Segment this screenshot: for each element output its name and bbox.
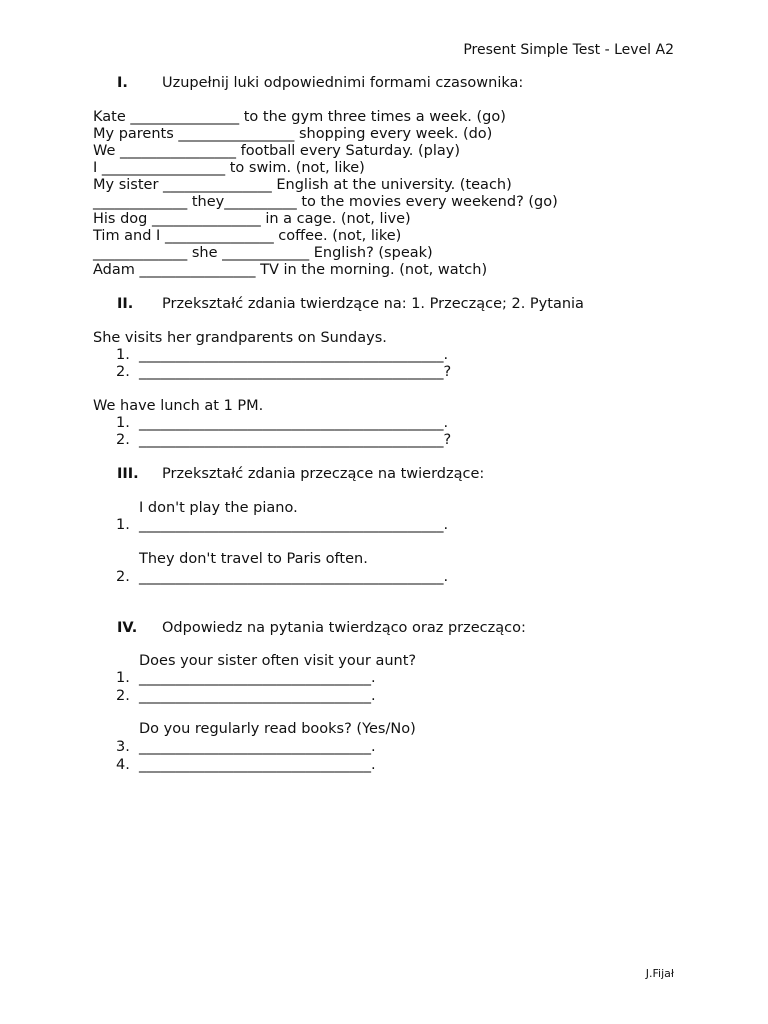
exercise-1-item: My parents ________________ shopping every week. (do) (93, 126, 493, 142)
exercise-1-item: I _________________ to swim. (not, like) (93, 160, 365, 176)
answer-number: 2. (116, 364, 130, 380)
source-sentence: We have lunch at 1 PM. (93, 398, 264, 414)
answer-number: 2. (116, 432, 130, 448)
exercise-1-item: His dog _______________ in a cage. (not, live) (93, 211, 411, 227)
answer-line: ________________________________. (139, 739, 376, 755)
section-3-number: III. (117, 466, 139, 482)
answer-number: 3. (116, 739, 130, 755)
exercise-1-item: Tim and I _______________ coffee. (not, like) (93, 228, 402, 244)
answer-line: __________________________________________. (139, 415, 449, 431)
section-2-number: II. (117, 296, 134, 312)
source-sentence: I don't play the piano. (139, 500, 298, 516)
source-sentence: They don't travel to Paris often. (139, 551, 368, 567)
answer-number: 2. (116, 688, 130, 704)
answer-line: __________________________________________. (139, 517, 449, 533)
source-sentence: She visits her grandparents on Sundays. (93, 330, 387, 346)
section-4-instruction: Odpowiedz na pytania twierdząco oraz przecząco: (162, 620, 526, 636)
section-3-instruction: Przekształć zdania przeczące na twierdzące: (162, 466, 485, 482)
section-1-number: I. (117, 75, 128, 91)
footer-author: J.Fijał (645, 967, 674, 980)
answer-line: ________________________________. (139, 670, 376, 686)
answer-number: 1. (116, 415, 130, 431)
answer-number: 1. (116, 670, 130, 686)
exercise-1-item: My sister _______________ English at the university. (teach) (93, 177, 512, 193)
answer-number: 2. (116, 569, 130, 585)
answer-line: __________________________________________? (139, 432, 452, 448)
exercise-1-item: We ________________ football every Saturday. (play) (93, 143, 460, 159)
question: Do you regularly read books? (Yes/No) (139, 721, 416, 737)
exercise-1-item: _____________ she ____________ English? (speak) (93, 245, 433, 261)
exercise-1-item: Adam ________________ TV in the morning. (not, watch) (93, 262, 488, 278)
answer-line: __________________________________________? (139, 364, 452, 380)
answer-line: ________________________________. (139, 688, 376, 704)
section-4-number: IV. (117, 620, 138, 636)
section-2-instruction: Przekształć zdania twierdzące na: 1. Przeczące; 2. Pytania (162, 296, 584, 312)
answer-line: ________________________________. (139, 757, 376, 773)
answer-line: __________________________________________. (139, 569, 449, 585)
header-title: Present Simple Test - Level A2 (463, 42, 674, 58)
answer-number: 1. (116, 517, 130, 533)
answer-number: 1. (116, 347, 130, 363)
answer-line: __________________________________________. (139, 347, 449, 363)
exercise-1-item: Kate _______________ to the gym three times a week. (go) (93, 109, 506, 125)
section-1-instruction: Uzupełnij luki odpowiednimi formami czasownika: (162, 75, 524, 91)
question: Does your sister often visit your aunt? (139, 653, 417, 669)
answer-number: 4. (116, 757, 130, 773)
exercise-1-item: _____________ they__________ to the movies every weekend? (go) (93, 194, 558, 210)
